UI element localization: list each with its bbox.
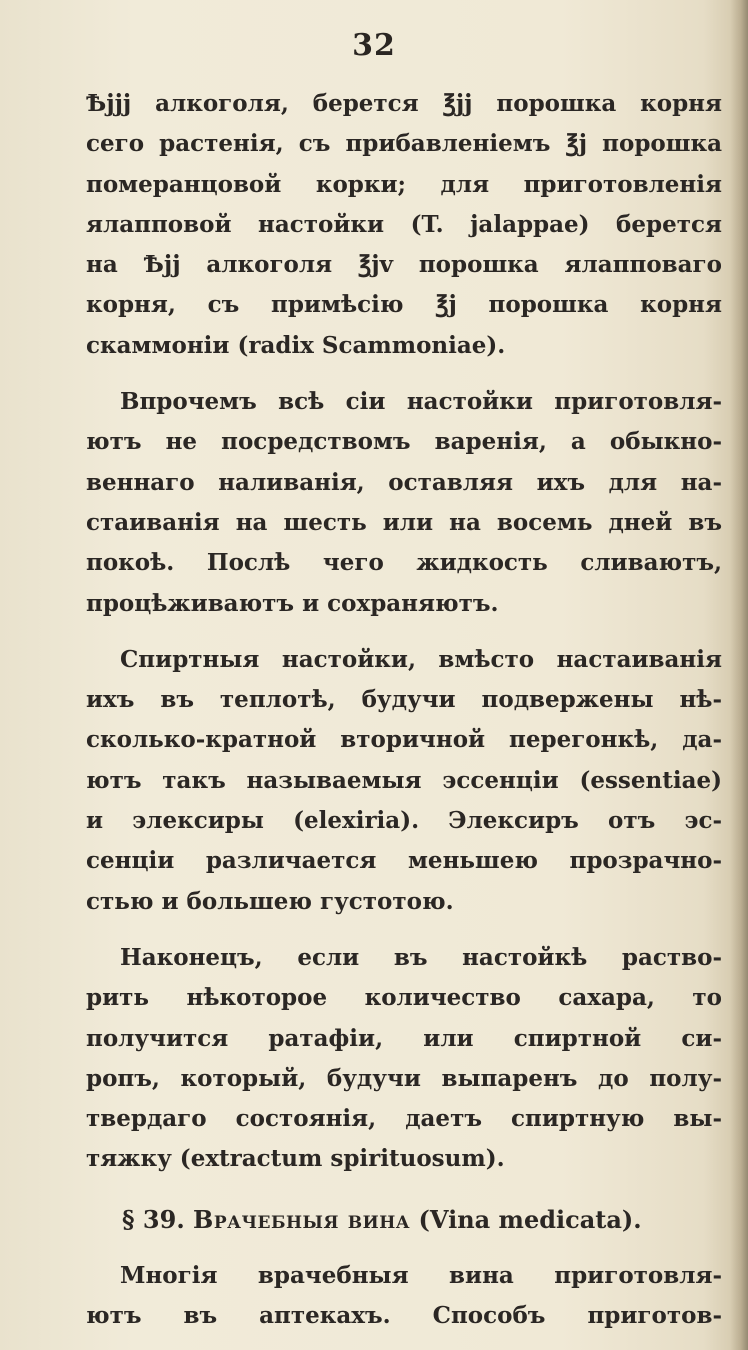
text-line: ихъ въ теплотѣ, будучи подвержены нѣ- (86, 686, 722, 714)
text-line: и элексиры (elexiria). Элексиръ отъ эс- (86, 807, 722, 835)
text-line: стью и большею густотою. (86, 887, 454, 915)
page-number: 32 (352, 28, 396, 63)
section-heading (86, 1196, 722, 1244)
section-symbol: § (122, 1204, 135, 1234)
section-number: 39. (142, 1204, 185, 1234)
text-line: тяжку (extractum spirituosum). (86, 1145, 505, 1173)
text-line: веннаго наливанія, оставляя ихъ для на- (86, 468, 722, 496)
paragraph (86, 1256, 722, 1337)
text-line: Спиртныя настойки, вмѣсто настаиванія (120, 645, 722, 673)
text-line: ютъ въ аптекахъ. Способъ приготов- (86, 1302, 722, 1330)
text-line: Многія врачебныя вина приготовля- (120, 1261, 722, 1289)
text-line: Ѣjjj алкоголя, берется ℥jj порошка корня (86, 90, 722, 117)
text-line: ропъ, который, будучи выпаренъ до полу- (86, 1064, 722, 1092)
text-line: стаиванія на шесть или на восемь дней въ (86, 508, 722, 536)
text-line: ютъ такъ называемыя эссенціи (essentiae) (86, 766, 722, 794)
text-line: ялапповой настойки (T. jalappae) берется (86, 210, 722, 238)
paragraph (86, 938, 722, 1180)
section-latin-title: (Vina medicata). (418, 1204, 642, 1234)
page-edge-shadow (730, 0, 748, 1350)
text-line: покоѣ. Послѣ чего жидкость сливаютъ, (86, 549, 722, 577)
text-line: померанцовой корки; для приготовленія (86, 170, 722, 198)
text-line: процѣживаютъ и сохраняютъ. (86, 589, 499, 617)
text-line: ютъ не посредствомъ варенія, а обыкно- (86, 428, 722, 456)
text-line: рить нѣкоторое количество сахара, то (86, 984, 722, 1012)
text-line: Наконецъ, если въ настойкѣ раство- (120, 943, 722, 971)
paragraph (86, 84, 722, 366)
section-title: Врачебныя вина (193, 1204, 411, 1234)
text-line: сколько-кратной вторичной перегонкѣ, да- (86, 726, 722, 754)
text-line: получится ратафіи, или спиртной си- (86, 1024, 722, 1052)
text-line: Впрочемъ всѣ сіи настойки приготовля- (120, 388, 722, 416)
paragraph (86, 640, 722, 922)
text-line: твердаго состоянія, даетъ спиртную вы- (86, 1105, 722, 1133)
text-line: сенціи различается меньшею прозрачно- (86, 847, 722, 875)
text-line: корня, съ примѣсію ℥j порошка корня (86, 291, 722, 319)
text-line: сего растенія, съ прибавленіемъ ℥j порошка (86, 130, 722, 158)
text-line: скаммоніи (radix Scammoniae). (86, 331, 506, 359)
body-text (86, 84, 722, 1336)
paragraph (86, 382, 722, 624)
text-line: на Ѣjj алкоголя ℥jv порошка ялапповаго (86, 251, 722, 279)
